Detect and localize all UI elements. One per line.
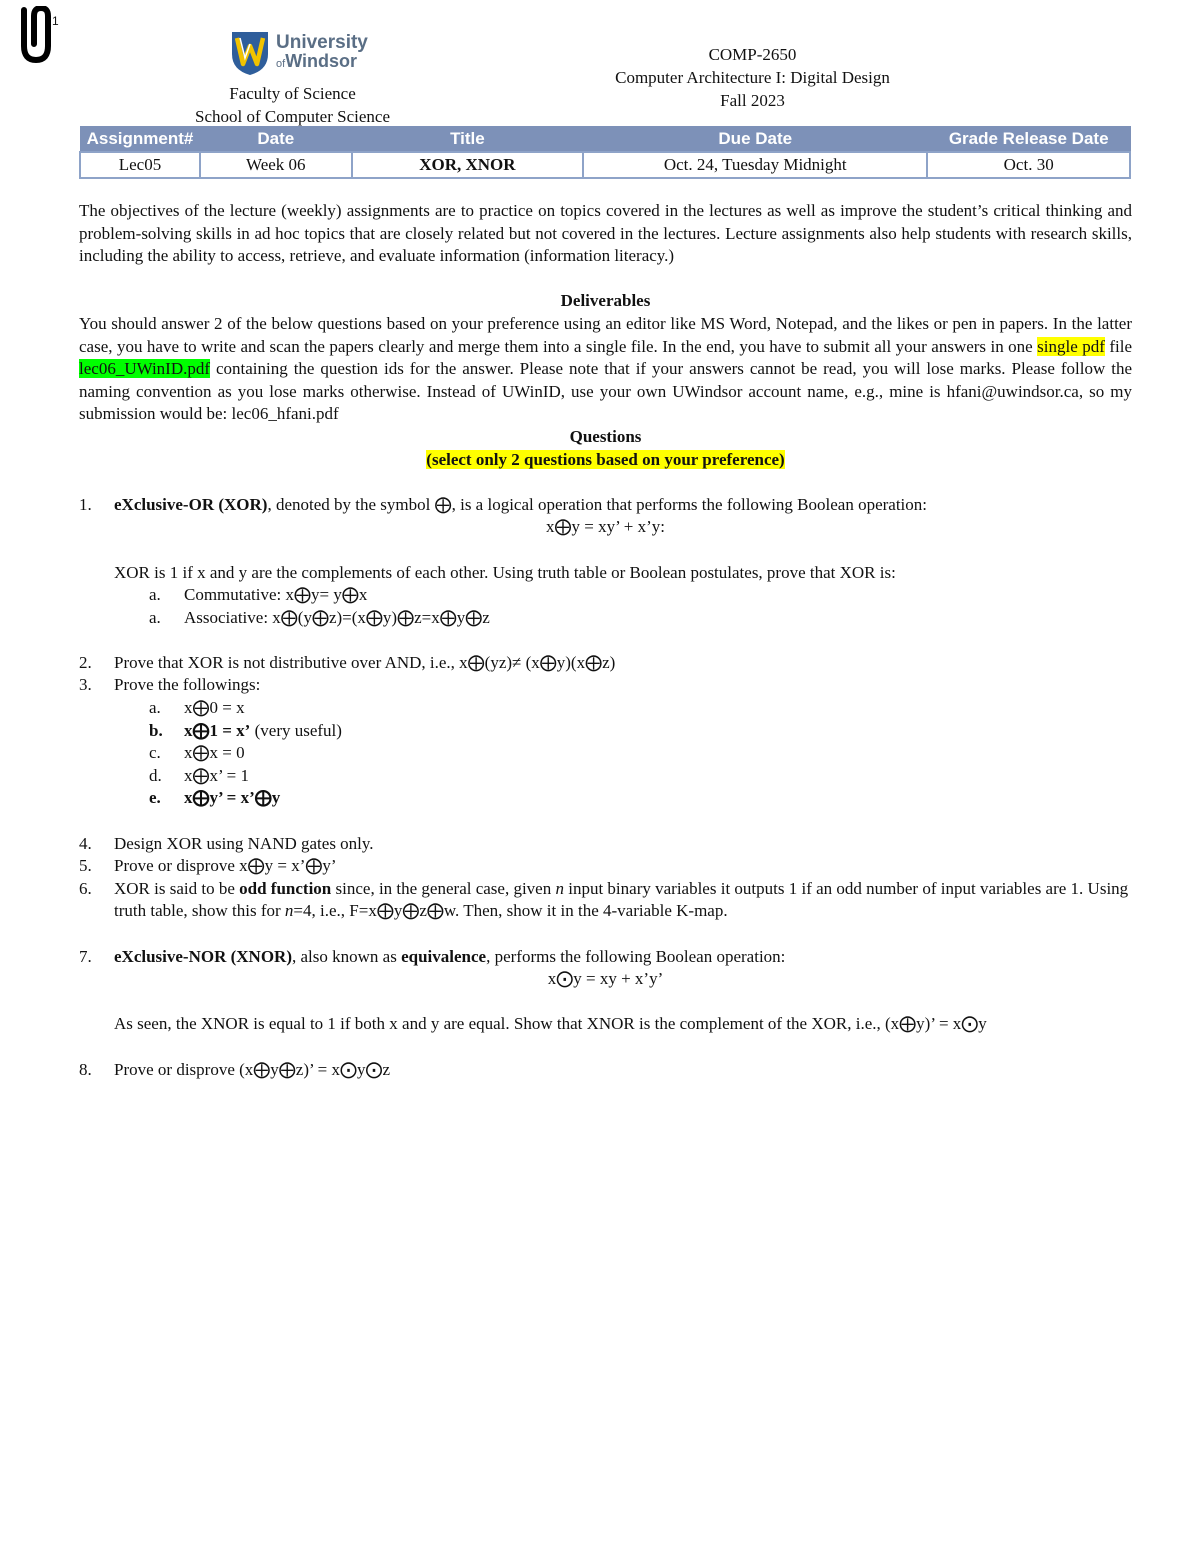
university-wordmark bbox=[276, 31, 368, 73]
table-row bbox=[80, 152, 1130, 178]
faculty-name: Faculty of Science bbox=[229, 84, 356, 103]
question-3-sub: a. x⨁0 = x bbox=[149, 698, 245, 718]
table-cell: Lec05 bbox=[80, 152, 200, 178]
question-3-sub: c. x⨁x = 0 bbox=[149, 743, 245, 763]
deliverables-heading: Deliverables bbox=[560, 291, 651, 311]
question-7: 7. eXclusive-NOR (XNOR), also known as equivalence, performs the following Boolean operation: bbox=[79, 946, 786, 966]
question-3-sub: d. x⨁x’ = 1 bbox=[149, 765, 249, 785]
intro-paragraph: The objectives of the lecture (weekly) assignments are to practice on topics covered in the lectures as well as improve the student’s critical thinking and problem-solving skills in ad hoc topics that are closely related but not covered in the lectures. Lecture assignments also help students with research skills, including the ability to access, retrieve, and evaluate information (information literacy.) bbox=[79, 201, 1132, 266]
question-1-sub: a. Commutative: x⨁y= y⨁x bbox=[149, 585, 368, 605]
question-8: 8. Prove or disprove (x⨁y⨁z)’ = x⨀y⨀z bbox=[79, 1059, 391, 1079]
university-line2: Windsor bbox=[285, 50, 358, 71]
table-cell: Oct. 24, Tuesday Midnight bbox=[583, 152, 927, 178]
question-1: 1. eXclusive-OR (XOR), denoted by the symbol ⨁, is a logical operation that performs the following Boolean operation: bbox=[79, 494, 927, 514]
table-cell: Oct. 30 bbox=[927, 152, 1130, 178]
table-header-cell: Date bbox=[200, 127, 352, 153]
shield-icon bbox=[230, 30, 270, 76]
question-7-text: As seen, the XNOR is equal to 1 if both x and y are equal. Show that XNOR is the complement of the XOR, i.e., (x⨁y)’ = x⨀y bbox=[114, 1014, 987, 1034]
question-3-sub: e. x⨁y’ = x’⨁y bbox=[149, 788, 281, 808]
questions-heading: Questions bbox=[569, 426, 642, 446]
assignment-table bbox=[79, 126, 1131, 179]
question-2: 2. Prove that XOR is not distributive over AND, i.e., x⨁(yz)≠ (x⨁y)(x⨁z) bbox=[79, 652, 616, 672]
question-1-sub: a. Associative: x⨁(y⨁z)=(x⨁y)⨁z=x⨁y⨁z bbox=[149, 607, 490, 627]
school-name: School of Computer Science bbox=[195, 107, 390, 126]
table-header-cell: Grade Release Date bbox=[927, 127, 1130, 153]
document-body bbox=[79, 200, 1132, 1081]
table-header-cell: Title bbox=[352, 127, 584, 153]
table-cell: XOR, XNOR bbox=[352, 152, 584, 178]
xnor-formula: x⨀y = xy + x’y’ bbox=[547, 969, 664, 989]
table-cell: Week 06 bbox=[200, 152, 352, 178]
highlight-single-pdf: single pdf bbox=[1037, 336, 1105, 356]
table-header-cell: Assignment# bbox=[80, 127, 200, 153]
question-5: 5. Prove or disprove x⨁y = x’⨁y’ bbox=[79, 856, 337, 876]
course-code: COMP-2650 bbox=[708, 45, 797, 64]
questions-note: (select only 2 questions based on your preference) bbox=[426, 449, 785, 469]
highlight-filename: lec06_UWinID.pdf bbox=[79, 359, 211, 379]
deliverables-paragraph: You should answer 2 of the below questions based on your preference using an editor like MS Word, Notepad, and the likes or pen in papers. In the latter case, you have to write and scan the papers clearly and merge them into a single file. In the end, you have to submit all your answers in one single pdf file lec06_UWinID.pdf containing the question ids for the answer. Please note that if your answers cannot be read, you will lose marks. Please follow the naming convention as you lose marks otherwise. Instead of UWinID, use your own UWindsor account name, e.g., mine is hfani@uwindsor.ca, so my submission would be: lec06_hfani.pdf bbox=[79, 313, 1133, 424]
question-6: 6. XOR is said to be odd function since, in the general case, given n input binary variables it outputs 1 if an odd number of input variables are 1. Using truth table, show this for n=4, i.e., F=x⨁y⨁z⨁w. Then, show it in the 4-variable K-map. bbox=[79, 878, 1129, 921]
question-3-sub: b. x⨁1 = x’ (very useful) bbox=[149, 720, 342, 740]
question-3: 3. Prove the followings: bbox=[79, 675, 261, 695]
table-header-row bbox=[80, 127, 1130, 153]
table-header-cell: Due Date bbox=[583, 127, 927, 153]
course-term: Fall 2023 bbox=[720, 91, 785, 110]
question-1-text: XOR is 1 if x and y are the complements of each other. Using truth table or Boolean postulates, prove that XOR is: bbox=[114, 562, 896, 582]
faculty-block bbox=[160, 82, 425, 128]
university-logo bbox=[230, 30, 368, 76]
course-block bbox=[560, 43, 945, 112]
university-line1: University bbox=[276, 31, 368, 53]
course-name: Computer Architecture I: Digital Design bbox=[615, 68, 890, 87]
xor-formula: x⨁y = xy’ + x’y: bbox=[546, 517, 665, 537]
university-of: of bbox=[276, 57, 286, 70]
question-4: 4. Design XOR using NAND gates only. bbox=[79, 833, 374, 853]
page-marker: 1 bbox=[52, 14, 59, 28]
